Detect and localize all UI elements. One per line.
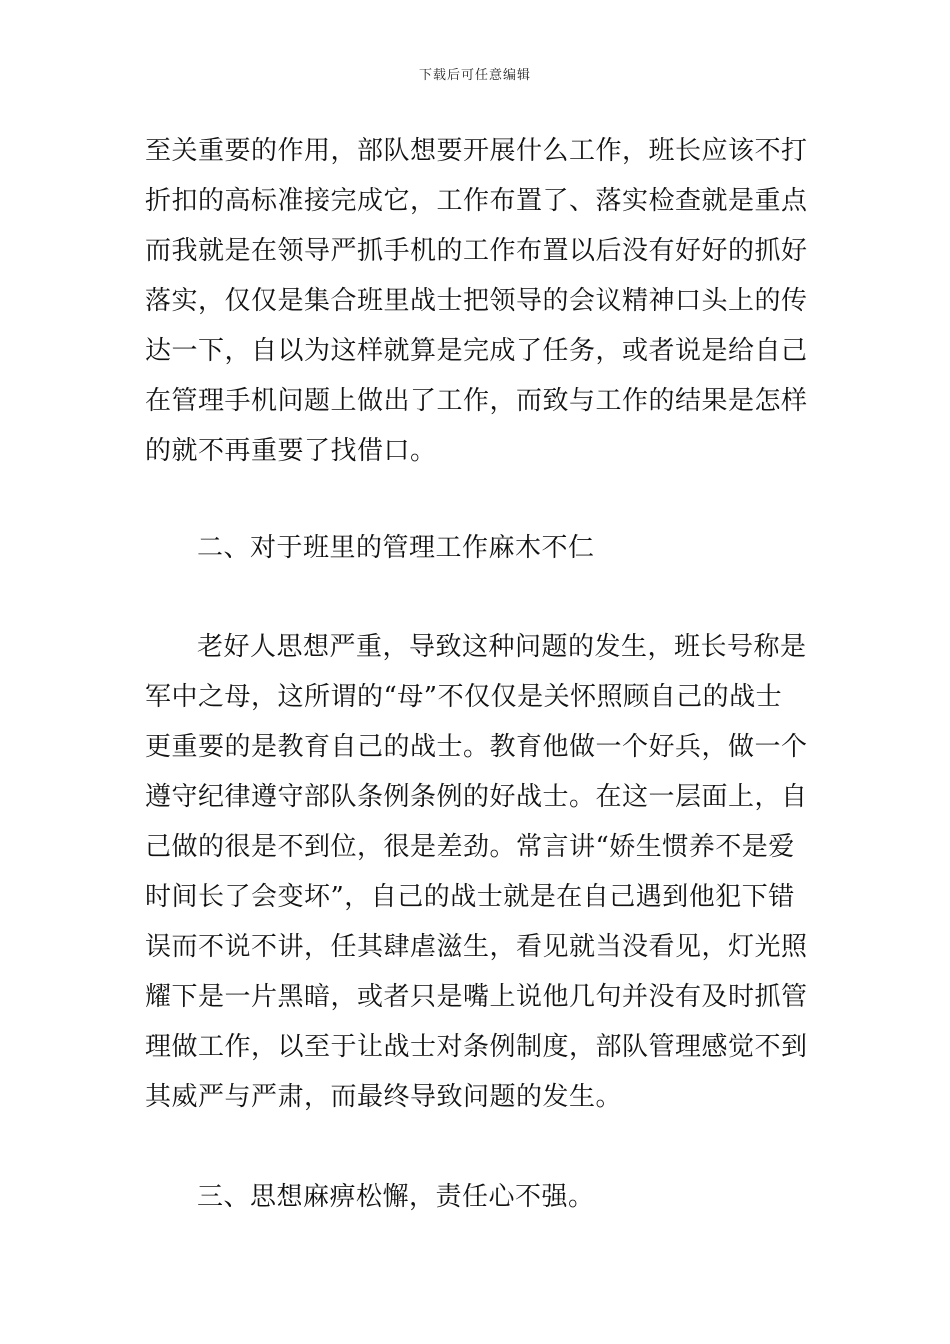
paragraph-line: 达一下，自以为这样就算是完成了任务，或者说是给自己 [145, 336, 808, 366]
paragraph-line: 军中之母，这所谓的“母”不仅仅是关怀照顾自己的战士 [145, 682, 783, 712]
section-heading-3 [145, 1172, 810, 1222]
paragraph-2 [145, 622, 810, 1122]
page-header: 下载后可任意编辑 [418, 68, 531, 83]
paragraph-line: 遵守纪律遵守部队条例条例的好战士。在这一层面上，自 [145, 782, 808, 812]
paragraph-line: 更重要的是教育自己的战士。教育他做一个好兵，做一个 [145, 732, 808, 762]
paragraph-line: 而我就是在领导严抓手机的工作布置以后没有好好的抓好 [145, 236, 808, 266]
paragraph-line: 折扣的高标准接完成它，工作布置了、落实检查就是重点 [145, 186, 808, 216]
paragraph-line: 其威严与严肃，而最终导致问题的发生。 [145, 1082, 623, 1112]
section-heading-text: 三、思想麻痹松懈，责任心不强。 [197, 1182, 595, 1212]
paragraph-line: 己做的很是不到位，很是差劲。常言讲“娇生惯养不是爱 [145, 832, 795, 862]
paragraph-line: 至关重要的作用，部队想要开展什么工作，班长应该不打 [145, 136, 808, 166]
paragraph-line: 时间长了会变坏”，自己的战士就是在自己遇到他犯下错 [145, 882, 795, 912]
section-heading-text: 二、对于班里的管理工作麻木不仁 [197, 533, 595, 563]
paragraph-line: 在管理手机问题上做出了工作，而致与工作的结果是怎样 [145, 386, 808, 416]
paragraph-line: 老好人思想严重，导致这种问题的发生，班长号称是 [197, 632, 807, 662]
paragraph-1 [145, 126, 810, 476]
paragraph-line: 误而不说不讲，任其肆虐滋生，看见就当没看见，灯光照 [145, 932, 808, 962]
paragraph-line: 落实，仅仅是集合班里战士把领导的会议精神口头上的传 [145, 286, 808, 316]
paragraph-line: 耀下是一片黑暗，或者只是嘴上说他几句并没有及时抓管 [145, 982, 808, 1012]
section-heading-2 [145, 523, 810, 573]
paragraph-line: 的就不再重要了找借口。 [145, 436, 437, 466]
paragraph-line: 理做工作，以至于让战士对条例制度，部队管理感觉不到 [145, 1032, 808, 1062]
